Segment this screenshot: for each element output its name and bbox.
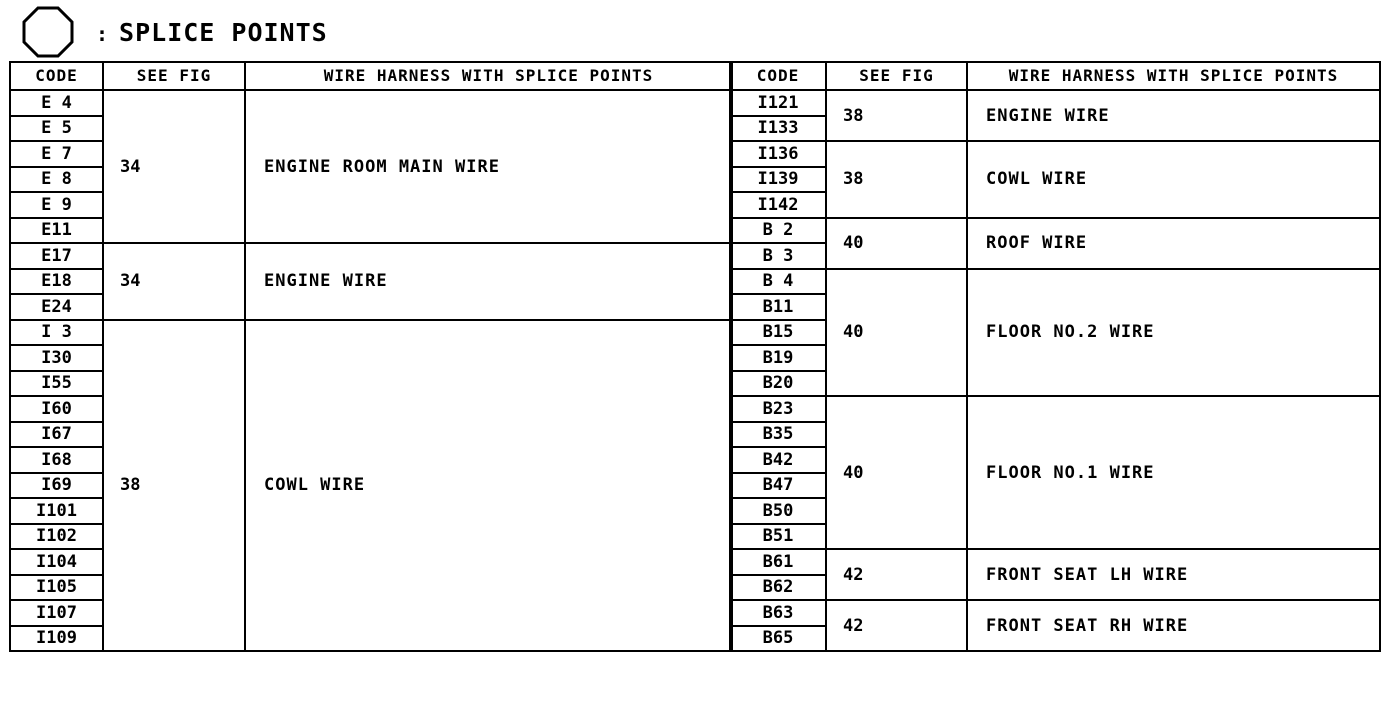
wire-harness-name: FLOOR NO.2 WIRE — [967, 269, 1380, 397]
title-separator: : — [96, 21, 110, 46]
splice-table-left — [9, 61, 733, 652]
see-fig-value: 42 — [826, 549, 967, 600]
title-text: SPLICE POINTS — [119, 17, 328, 47]
splice-code: I139 — [730, 167, 826, 193]
splice-code: I60 — [10, 396, 103, 422]
splice-code: I133 — [730, 116, 826, 142]
page-title — [96, 18, 328, 47]
splice-code: I69 — [10, 473, 103, 499]
splice-code: E 9 — [10, 192, 103, 218]
splice-code: I101 — [10, 498, 103, 524]
splice-code: E 5 — [10, 116, 103, 142]
splice-code: B19 — [730, 345, 826, 371]
wire-harness-name: ENGINE ROOM MAIN WIRE — [245, 90, 732, 243]
see-fig-value: 34 — [103, 90, 245, 243]
column-header-code: CODE — [10, 62, 103, 90]
table-row — [730, 141, 1380, 167]
table-row — [730, 549, 1380, 575]
splice-code: B62 — [730, 575, 826, 601]
splice-code: B42 — [730, 447, 826, 473]
splice-code: E18 — [10, 269, 103, 295]
see-fig-value: 40 — [826, 218, 967, 269]
wire-harness-name: FRONT SEAT LH WIRE — [967, 549, 1380, 600]
splice-code: E11 — [10, 218, 103, 244]
splice-code: I102 — [10, 524, 103, 550]
see-fig-value: 34 — [103, 243, 245, 320]
splice-code: I68 — [10, 447, 103, 473]
splice-code: I104 — [10, 549, 103, 575]
table-row — [10, 320, 732, 346]
splice-code: I142 — [730, 192, 826, 218]
see-fig-value: 38 — [103, 320, 245, 652]
wire-harness-name: ROOF WIRE — [967, 218, 1380, 269]
splice-code: I 3 — [10, 320, 103, 346]
splice-code: I109 — [10, 626, 103, 652]
splice-code: I121 — [730, 90, 826, 116]
splice-code: B50 — [730, 498, 826, 524]
splice-code: B11 — [730, 294, 826, 320]
wire-harness-name: COWL WIRE — [245, 320, 732, 652]
splice-code: I136 — [730, 141, 826, 167]
splice-code: B23 — [730, 396, 826, 422]
column-header-wire-harness: WIRE HARNESS WITH SPLICE POINTS — [245, 62, 732, 90]
splice-code: B 3 — [730, 243, 826, 269]
see-fig-value: 40 — [826, 396, 967, 549]
column-header-see-fig: SEE FIG — [826, 62, 967, 90]
splice-code: I30 — [10, 345, 103, 371]
table-row — [730, 269, 1380, 295]
splice-table-right — [729, 61, 1381, 652]
column-header-see-fig: SEE FIG — [103, 62, 245, 90]
splice-code: E 8 — [10, 167, 103, 193]
splice-code: B15 — [730, 320, 826, 346]
wire-harness-name: ENGINE WIRE — [967, 90, 1380, 141]
splice-code: B51 — [730, 524, 826, 550]
splice-code: B63 — [730, 600, 826, 626]
see-fig-value: 38 — [826, 141, 967, 218]
splice-code: B61 — [730, 549, 826, 575]
column-header-wire-harness: WIRE HARNESS WITH SPLICE POINTS — [967, 62, 1380, 90]
table-row — [10, 90, 732, 116]
splice-code: I107 — [10, 600, 103, 626]
splice-code: E 4 — [10, 90, 103, 116]
splice-code: E24 — [10, 294, 103, 320]
wire-harness-name: COWL WIRE — [967, 141, 1380, 218]
see-fig-value: 42 — [826, 600, 967, 651]
column-header-code: CODE — [730, 62, 826, 90]
splice-code: I105 — [10, 575, 103, 601]
table-row — [730, 90, 1380, 116]
header-row — [10, 62, 732, 90]
splice-code: E17 — [10, 243, 103, 269]
splice-code: B65 — [730, 626, 826, 652]
splice-code: B 2 — [730, 218, 826, 244]
splice-code: B47 — [730, 473, 826, 499]
wire-harness-name: FRONT SEAT RH WIRE — [967, 600, 1380, 651]
wire-harness-name: FLOOR NO.1 WIRE — [967, 396, 1380, 549]
see-fig-value: 40 — [826, 269, 967, 397]
table-row — [10, 243, 732, 269]
table-row — [730, 600, 1380, 626]
splice-code: I55 — [10, 371, 103, 397]
splice-code: B 4 — [730, 269, 826, 295]
splice-code: I67 — [10, 422, 103, 448]
wire-harness-name: ENGINE WIRE — [245, 243, 732, 320]
splice-code: E 7 — [10, 141, 103, 167]
page-header — [22, 6, 328, 58]
splice-code: B35 — [730, 422, 826, 448]
table-row — [730, 396, 1380, 422]
header-row — [730, 62, 1380, 90]
see-fig-value: 38 — [826, 90, 967, 141]
table-row — [730, 218, 1380, 244]
octagon-icon — [22, 6, 74, 58]
splice-code: B20 — [730, 371, 826, 397]
